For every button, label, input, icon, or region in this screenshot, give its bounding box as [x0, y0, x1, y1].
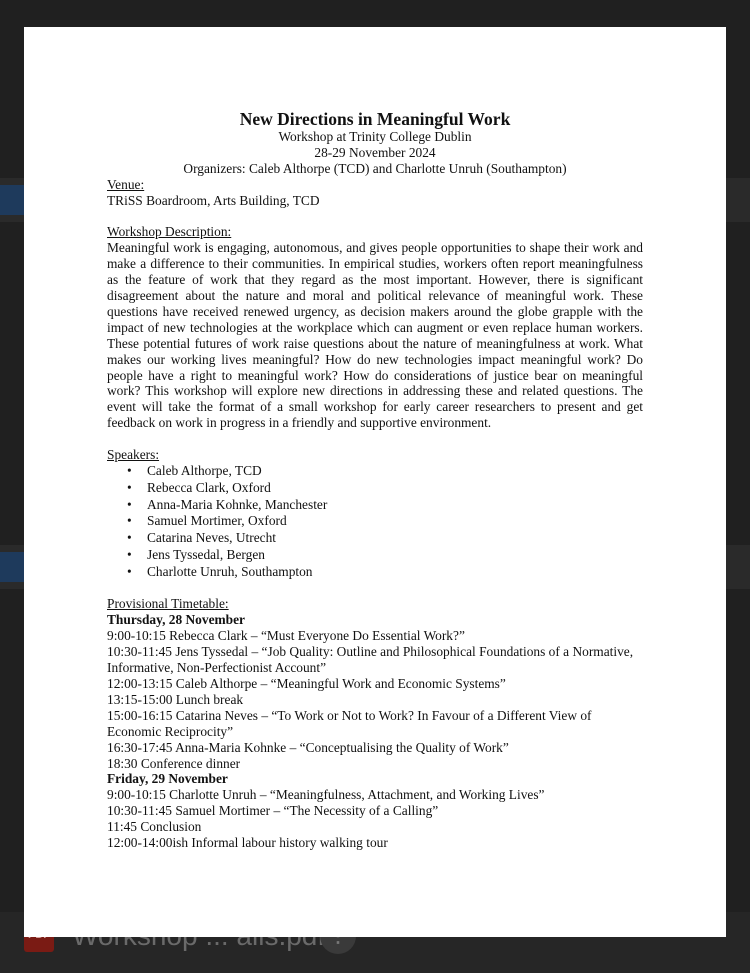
speaker-item: • Rebecca Clark, Oxford [147, 480, 643, 497]
timetable-item: 9:00-10:15 Rebecca Clark – “Must Everyone Do Essential Work?” [107, 628, 465, 644]
description-heading: Workshop Description: [107, 224, 232, 240]
timetable-item: 10:30-11:45 Jens Tyssedal – “Job Quality: Outline and Philosophical Foundations of a Normative, Informative, Non-Perfectionist Account” [107, 644, 634, 676]
timetable-item: 9:00-10:15 Charlotte Unruh – “Meaningfulness, Attachment, and Working Lives” [107, 787, 545, 803]
timetable-item: 12:00-13:15 Caleb Althorpe – “Meaningful Work and Economic Systems” [107, 676, 506, 691]
doc-organizers: Organizers: Caleb Althorpe (TCD) and Charlotte Unruh (Southampton) [183, 160, 567, 176]
timetable-item: 13:15-15:00 Lunch break [107, 691, 244, 707]
timetable-item: 15:00-16:15 Catarina Neves – “To Work or Not to Work? In Favour of a Different View of Economic Reciprocity” [107, 707, 592, 739]
speaker-item: • Catarina Neves, Utrecht [147, 530, 643, 547]
venue-text: TRiSS Boardroom, Arts Building, TCD [107, 192, 320, 208]
background-tab [0, 552, 24, 582]
doc-subtitle: Workshop at Trinity College Dublin [278, 129, 472, 144]
timetable-item: 12:00-14:00ish Informal labour history walking tour [107, 835, 388, 851]
timetable-item: 11:45 Conclusion [107, 819, 202, 835]
background-tab [0, 185, 24, 215]
timetable-heading: Provisional Timetable: [107, 596, 229, 612]
timetable-item: 18:30 Conference dinner [107, 755, 241, 771]
speaker-item: • Anna-Maria Kohnke, Manchester [147, 497, 643, 514]
document-content [107, 109, 643, 851]
day1-label: Thursday, 28 November [107, 612, 246, 628]
venue-heading: Venue: [107, 176, 145, 192]
timetable-item: 10:30-11:45 Samuel Mortimer – “The Necessity of a Calling” [107, 803, 439, 819]
speaker-item: • Jens Tyssedal, Bergen [147, 547, 643, 564]
speaker-item: • Caleb Althorpe, TCD [147, 463, 643, 480]
speaker-item: • Samuel Mortimer, Oxford [147, 513, 643, 530]
doc-title: New Directions in Meaningful Work [239, 109, 511, 129]
speakers-heading: Speakers: [107, 447, 160, 463]
speakers-list [107, 463, 643, 581]
timetable-item: 16:30-17:45 Anna-Maria Kohnke – “Conceptualising the Quality of Work” [107, 739, 509, 755]
speaker-item: • Charlotte Unruh, Southampton [147, 564, 643, 581]
description-text: Meaningful work is engaging, autonomous, and gives people opportunities to shape their work and make a difference to their communities. In empirical studies, workers often report meaningfulness as the feature of work that they regard as the most important. However, there is significant disagreement about the nature and moral and political relevance of meaningful work. These questions have received renewed urgency, as decision makers around the globe grapple with the impact of new technologies at the workplace which can augment or even replace human workers. These potential futures of work raise questions about the nature of meaningfulness at work. What makes our working lives meaningful? How do new technologies impact meaningful work? Do people have a right to meaningful work? How do considerations of justice bear on meaningful work? This workshop will explore new directions in addressing these and related questions. The event will take the format of a small workshop for early career researchers to present and get feedback on work in progress in a friendly and supportive environment. [107, 240, 643, 431]
document-page [24, 27, 726, 937]
day2-label: Friday, 29 November [107, 771, 228, 787]
doc-dates: 28-29 November 2024 [314, 144, 436, 160]
